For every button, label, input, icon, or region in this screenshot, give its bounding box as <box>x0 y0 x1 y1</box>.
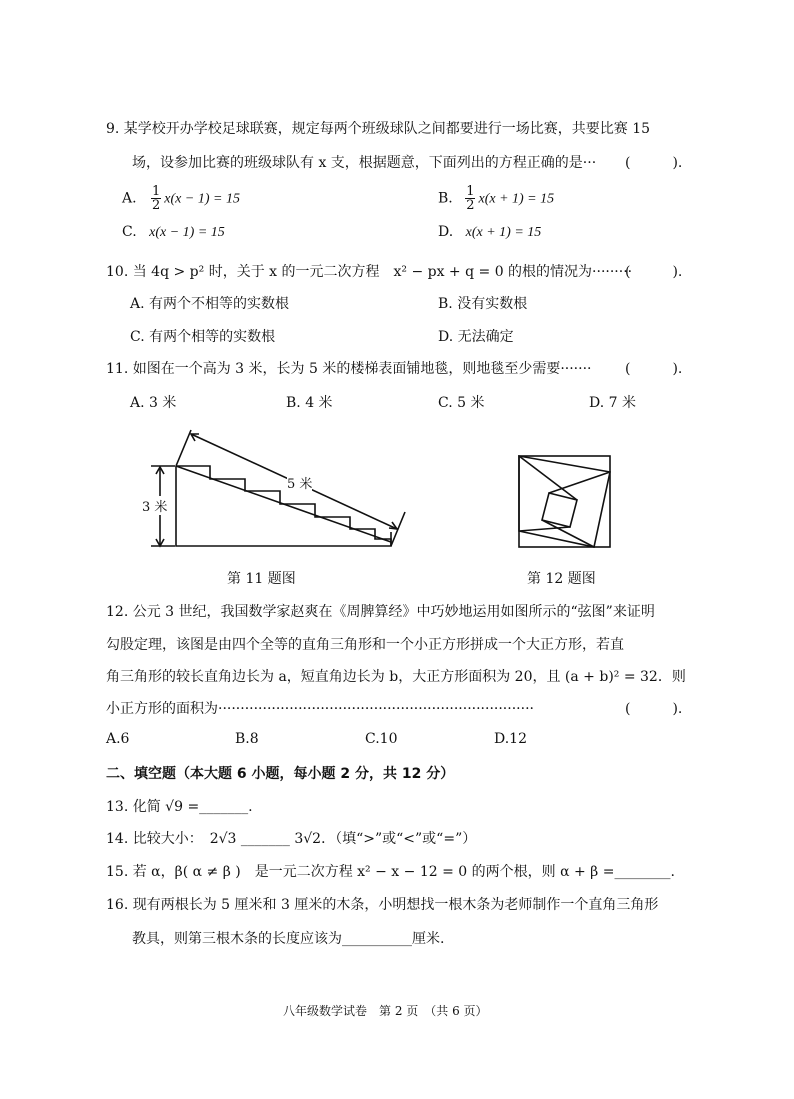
q9-option-b-fraction <box>465 185 475 212</box>
fraction-denominator: 2 <box>152 198 161 213</box>
q12-line4: 小正方形的面积为······································································· <box>106 701 534 717</box>
q10-option-c: C. 有两个相等的实数根 <box>130 329 276 345</box>
q11-option-b: B. 4 米 <box>286 395 333 411</box>
xiantu-figure <box>515 453 615 555</box>
q15-text: 15. 若 α，β( α ≠ β ) 是一元二次方程 x² − x − 12 = 0 的两个根，则 α + β =________. <box>106 864 675 880</box>
q11-option-d: D. 7 米 <box>589 395 636 411</box>
fraction-denominator: 2 <box>466 198 475 213</box>
q9-option-d-label: D. <box>438 224 454 240</box>
q12-line3: 角三角形的较长直角边长为 a，短直角边长为 b，大正方形面积为 20，且 (a + b)² = 32．则 <box>106 669 686 685</box>
fraction-numerator: 1 <box>152 184 161 199</box>
q16-line1: 16. 现有两根长为 5 厘米和 3 厘米的木条，小明想找一根木条为老师制作一个直角三角形 <box>106 897 659 913</box>
q9-option-a-equation: x(x − 1) = 15 <box>164 191 240 207</box>
caption-figure-11: 第 11 题图 <box>227 571 296 587</box>
q12-line1: 12. 公元 3 世纪，我国数学家赵爽在《周脾算经》中巧妙地运用如图所示的“弦图”来证明 <box>106 604 655 620</box>
q9-paren: ( ). <box>625 155 683 171</box>
fraction-numerator: 1 <box>466 184 475 199</box>
q9-option-c-label: C. <box>122 224 137 240</box>
q10-paren: ( ). <box>625 264 683 280</box>
section-heading-fill-in: 二、填空题（本大题 6 小题，每小题 2 分，共 12 分） <box>106 766 455 782</box>
q9-option-c <box>122 224 225 241</box>
q9-option-b-equation: x(x + 1) = 15 <box>478 191 555 207</box>
stairs-height-label: 3 米 <box>142 496 167 515</box>
q9-line1: 9. 某学校开办学校足球联赛，规定每两个班级球队之间都要进行一场比赛，共要比赛 15 <box>106 121 651 137</box>
q9-option-a-fraction <box>151 185 161 212</box>
caption-figure-12: 第 12 题图 <box>527 571 596 587</box>
q9-line2: 场，设参加比赛的班级球队有 x 支，根据题意，下面列出的方程正确的是··· <box>132 155 597 171</box>
q12-option-b: B.8 <box>235 731 259 747</box>
q9-option-a-label: A. <box>122 190 137 207</box>
q11-line1: 11. 如图在一个高为 3 米，长为 5 米的楼梯表面铺地毯，则地毯至少需要······· <box>106 361 592 377</box>
q10-option-a: A. 有两个不相等的实数根 <box>130 296 290 312</box>
q10-option-b: B. 没有实数根 <box>438 296 528 312</box>
q16-line2: 教具，则第三根木条的长度应该为__________厘米. <box>132 931 445 947</box>
q11-option-a: A. 3 米 <box>130 395 177 411</box>
page-footer: 八年级数学试卷 第 2 页 （共 6 页） <box>283 1004 488 1018</box>
q9-option-d <box>438 224 541 241</box>
q11-paren: ( ). <box>625 361 683 377</box>
q13-text: 13. 化简 √9 =_______. <box>106 799 253 815</box>
q12-option-c: C.10 <box>365 731 398 747</box>
q12-line2: 勾股定理，该图是由四个全等的直角三角形和一个小正方形拼成一个大正方形，若直 <box>106 637 624 653</box>
q10-option-d: D. 无法确定 <box>438 329 514 345</box>
q12-paren: ( ). <box>625 701 683 717</box>
q9-option-b <box>438 185 554 212</box>
tilted-square <box>519 456 610 547</box>
q10-line1: 10. 当 4q > p² 时，关于 x 的一元二次方程 x² − px + q = 0 的根的情况为········· <box>106 264 633 280</box>
q12-option-d: D.12 <box>494 731 527 747</box>
q9-option-b-label: B. <box>438 190 453 207</box>
q9-option-d-equation: x(x + 1) = 15 <box>465 225 542 240</box>
q12-option-a: A.6 <box>106 731 130 747</box>
q11-option-c: C. 5 米 <box>438 395 485 411</box>
stairs-figure <box>135 425 420 555</box>
q9-option-c-equation: x(x − 1) = 15 <box>149 225 225 240</box>
q14-text: 14. 比较大小： 2√3 _______ 3√2．（填“>”或“<”或“=”） <box>106 831 477 847</box>
q9-option-a <box>122 185 240 212</box>
stairs-length-label: 5 米 <box>287 473 312 492</box>
